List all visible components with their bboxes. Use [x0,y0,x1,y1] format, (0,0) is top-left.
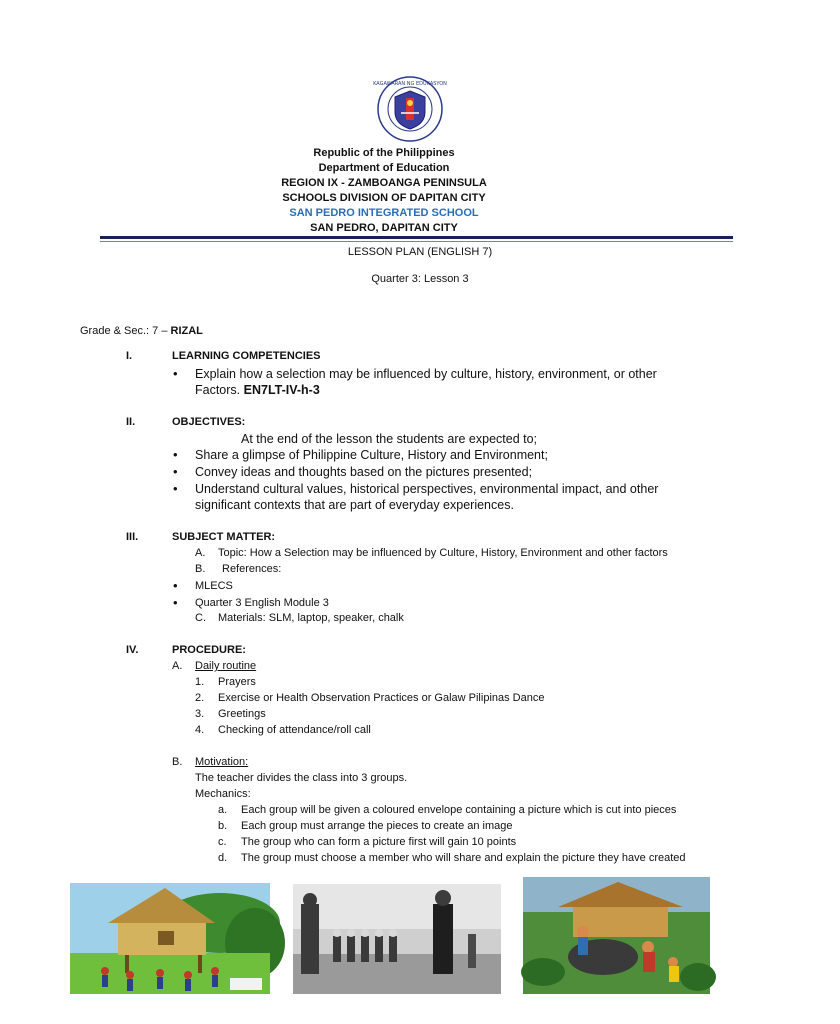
historical-execution-picture [293,884,501,994]
reference-item: • MLECS [195,579,233,593]
quarter-lesson: Quarter 3: Lesson 3 [371,273,469,285]
subject-b-label: B. [195,563,206,575]
section-4-numeral: IV. [126,644,139,656]
document-letterhead [0,146,768,236]
document-title: LESSON PLAN (ENGLISH 7) [347,246,493,258]
subject-topic: Topic: How a Selection may be influenced by Culture, History, Environment and other factors [218,547,668,559]
mechanics-item: Each group must arrange the pieces to create an image [241,820,513,832]
objective-item-continuation: significant contexts that are part of everyday experiences. [195,498,514,512]
mechanics-letter: b. [218,820,228,832]
deped-seal-logo [373,76,447,142]
rural-culture-painting [523,877,710,994]
mechanics-letter: a. [218,804,228,816]
section-2-numeral: II. [126,416,136,428]
routine-number: 1. [195,676,205,688]
section-3-numeral: III. [126,531,139,543]
daily-routine-heading: Daily routine [195,660,257,672]
mechanics-item: The group who can form a picture first will gain 10 points [241,836,517,848]
mechanics-letter: c. [218,836,227,848]
section-name: RIZAL [170,325,203,337]
routine-number: 4. [195,724,205,736]
objective-item: • Understand cultural values, historical perspectives, environmental impact, and other [195,481,658,497]
letterhead-address: SAN PEDRO, DAPITAN CITY [310,222,458,234]
motivation-line: The teacher divides the class into 3 groups. [195,772,408,784]
svg-text:KAGAWARAN NG EDUKASYON: KAGAWARAN NG EDUKASYON [373,81,447,87]
procedure-a-label: A. [172,660,183,672]
competency-line-2 [195,382,320,398]
subject-a-label: A. [195,547,206,559]
motivation-heading: Motivation: [195,756,249,768]
procedure-b-label: B. [172,756,183,768]
letterhead-division: SCHOOLS DIVISION OF DAPITAN CITY [282,192,486,204]
letterhead-region: REGION IX - ZAMBOANGA PENINSULA [281,177,487,189]
section-2-heading: OBJECTIVES: [172,416,246,428]
competency-line-1: • Explain how a selection may be influenced by culture, history, environment, or other [195,366,657,382]
routine-item: Checking of attendance/roll call [218,724,371,736]
section-1-numeral: I. [126,350,133,362]
routine-number: 3. [195,708,205,720]
bayanihan-house-picture [70,883,270,994]
subject-references: References: [222,563,282,575]
reference-item: • Quarter 3 English Module 3 [195,596,329,610]
section-4-heading: PROCEDURE: [172,644,246,656]
objective-item: • Convey ideas and thoughts based on the pictures presented; [195,464,532,480]
grade-label: Grade & Sec.: 7 – [80,325,171,337]
section-3-heading: SUBJECT MATTER: [172,531,276,543]
letterhead-department: Department of Education [318,162,450,174]
mechanics-label: Mechanics: [195,788,251,800]
objective-item: • Share a glimpse of Philippine Culture, History and Environment; [195,447,548,463]
header-divider-thin [100,241,733,242]
mechanics-item: The group must choose a member who will share and explain the picture they have created [241,852,686,864]
mechanics-item: Each group will be given a coloured envelope containing a picture which is cut into pieces [241,804,677,816]
header-divider [100,236,733,239]
letterhead-republic: Republic of the Philippines [313,147,455,159]
routine-item: Exercise or Health Observation Practices or Galaw Pilipinas Dance [218,692,545,704]
objectives-intro: At the end of the lesson the students are expected to; [241,432,538,446]
routine-number: 2. [195,692,205,704]
letterhead-school: SAN PEDRO INTEGRATED SCHOOL [289,207,479,219]
competency-code: EN7LT-IV-h-3 [243,383,320,397]
routine-item: Prayers [218,676,256,688]
subject-materials: Materials: SLM, laptop, speaker, chalk [218,612,404,624]
mechanics-letter: d. [218,852,228,864]
competency-factors: Factors. [195,383,244,397]
routine-item: Greetings [218,708,266,720]
section-1-heading: LEARNING COMPETENCIES [172,350,321,362]
grade-section [80,324,203,338]
subject-c-label: C. [195,612,206,624]
